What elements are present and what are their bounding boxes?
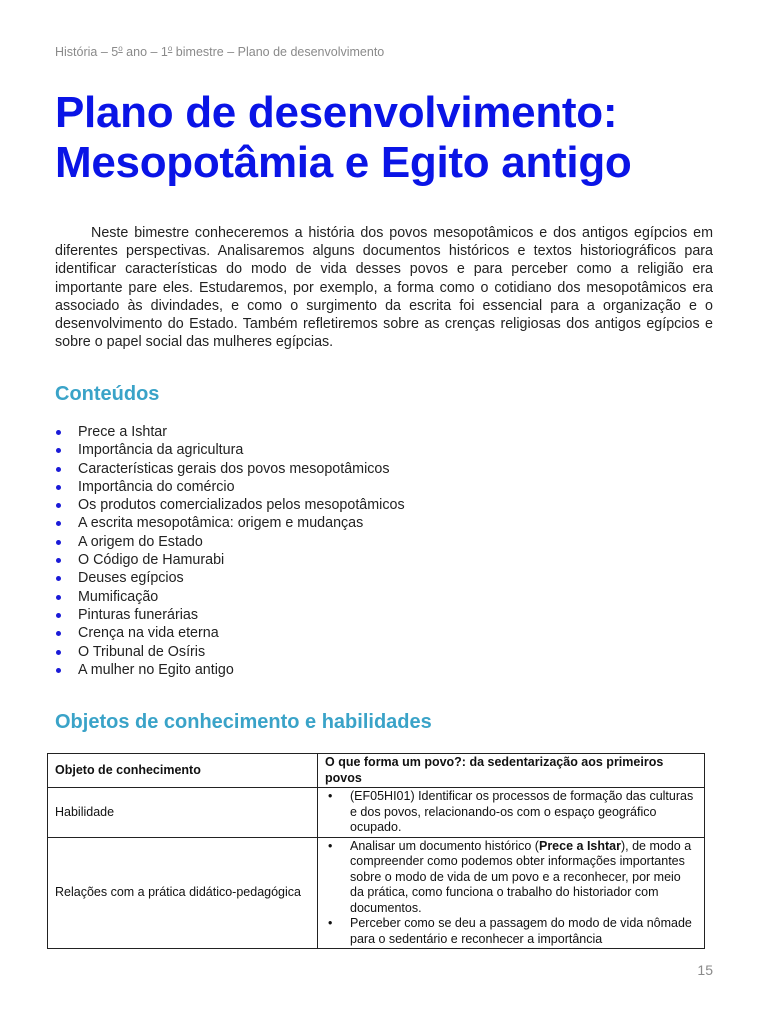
page-title: [55, 88, 735, 188]
table-row: [48, 837, 705, 949]
list-item: A origem do Estado: [55, 533, 405, 551]
list-item: A mulher no Egito antigo: [55, 661, 405, 679]
list-item: O Código de Hamurabi: [55, 551, 405, 569]
list-item: Características gerais dos povos mesopotâmicos: [55, 460, 405, 478]
item-bold-text: Prece a Ishtar: [538, 838, 621, 853]
header-text-1: História – 5: [55, 45, 119, 60]
list-item: Importância da agricultura: [55, 441, 405, 459]
conteudos-heading: Conteúdos: [55, 383, 160, 405]
list-item: A escrita mesopotâmica: origem e mudanças: [55, 514, 405, 532]
list-item: O Tribunal de Osíris: [55, 643, 405, 661]
list-item: Pinturas funerárias: [55, 606, 405, 624]
list-item: Crença na vida eterna: [55, 624, 405, 642]
table-cell-value: [318, 837, 705, 949]
table-row: [48, 754, 705, 788]
habilidade-list: [325, 789, 697, 836]
list-item: Os produtos comercializados pelos mesopotâmicos: [55, 496, 405, 514]
list-item: Importância do comércio: [55, 478, 405, 496]
skills-table: [47, 753, 705, 949]
header-ordinal-1: o: [118, 44, 123, 53]
table-cell-value: O que forma um povo?: da sedentarização aos primeiros povos: [318, 754, 705, 788]
title-line-2: Mesopotâmia e Egito antigo: [55, 138, 632, 187]
intro-paragraph: Neste bimestre conheceremos a história dos povos mesopotâmicos e dos antigos egípcios em diferentes perspectivas. Analisaremos alguns documentos históricos e textos historiográficos para identificar características do modo de vida desses povos e para perceber como a religião era importante pare eles. Estudaremos, por exemplo, a forma como o cotidiano dos mesopotâmicos era associado às divindades, e como o surgimento da escrita foi essencial para a organização e o desenvolvimento do Estado. Também refletiremos sobre as crenças religiosas dos antigos egípcios e sobre o papel social das mulheres egípcias.: [55, 225, 713, 351]
objetos-heading: Objetos de conhecimento e habilidades: [55, 711, 432, 733]
pratica-list: [325, 839, 697, 948]
header-text-3: bimestre – Plano de desenvolvimento: [172, 45, 385, 60]
list-item: • Perceber como se deu a passagem do modo de vida nômade para o sedentário e reconhecer a importância: [325, 916, 697, 947]
list-item: [325, 839, 697, 917]
list-item: Deuses egípcios: [55, 569, 405, 587]
table-cell-value: [318, 788, 705, 838]
table-cell-label: Objeto de conhecimento: [48, 754, 318, 788]
list-item: Mumificação: [55, 588, 405, 606]
table-row: [48, 788, 705, 838]
table-cell-label: Habilidade: [48, 788, 318, 838]
conteudos-list: [55, 423, 405, 679]
item-text: ), de modo a compreender como podemos obter informações importantes sobre o modo de vida de um povo e a reconhecer, por meio da prática, como funciona o trabalho do historiador com documentos.: [350, 838, 692, 915]
list-item: • (EF05HI01) Identificar os processos de formação das culturas e dos povos, relacionando-os com o espaço geográfico ocupado.: [325, 789, 697, 836]
page-number: 15: [697, 962, 713, 978]
running-header: [55, 44, 384, 59]
header-ordinal-2: o: [167, 44, 173, 53]
list-item: Prece a Ishtar: [55, 423, 405, 441]
table-cell-label: Relações com a prática didático-pedagógica: [48, 837, 318, 949]
title-line-1: Plano de desenvolvimento:: [55, 88, 618, 137]
header-text-2: ano – 1: [122, 45, 168, 60]
item-text: Analisar um documento histórico (: [350, 838, 539, 853]
